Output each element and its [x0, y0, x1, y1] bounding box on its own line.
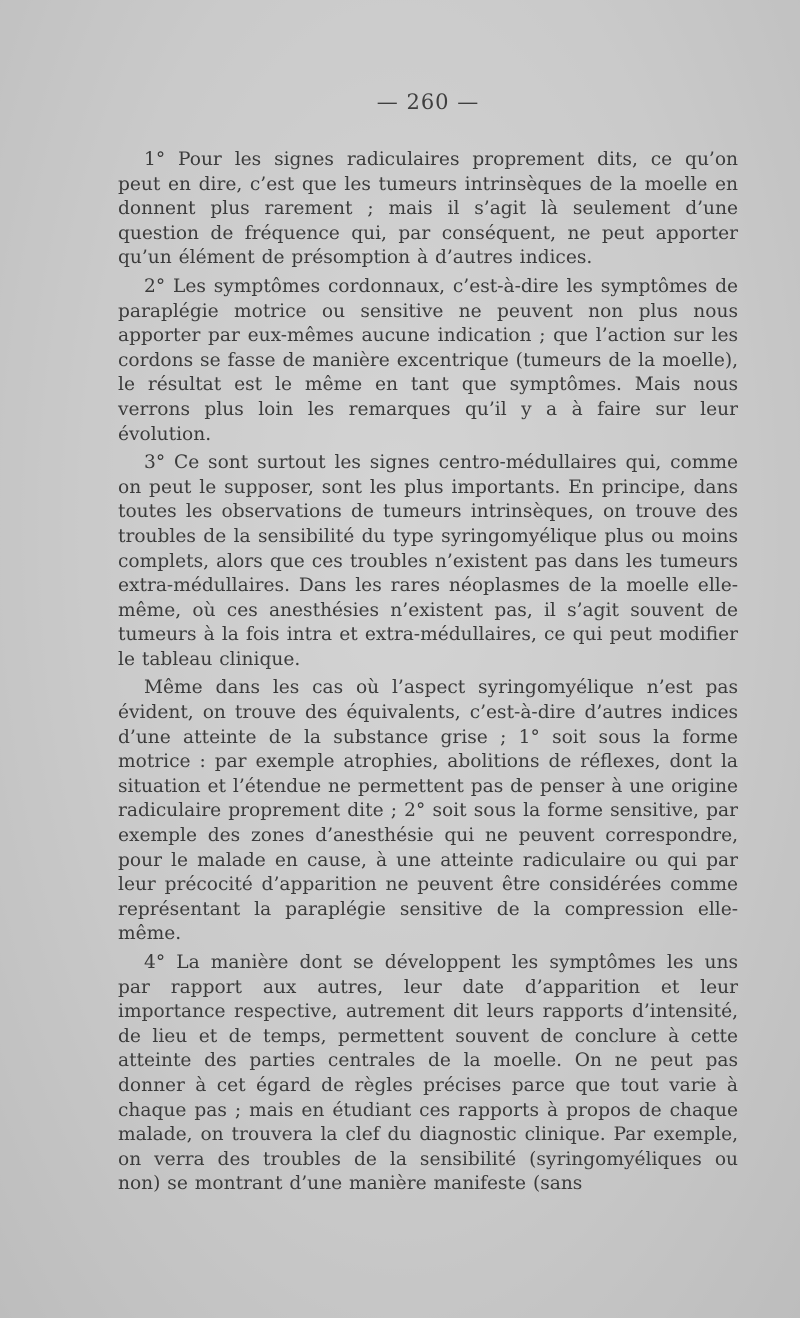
paragraph-4: Même dans les cas où l’aspect syringomyélique n’est pas évident, on trouve des équivalents, c’est-à-dire d’autres indices d’une atteinte de la substance grise ; 1° soit sous la forme motrice : par exemple atrophies, abolitions de réflexes, dont la situation et l’étendue ne permettent pas de penser à une origine radiculaire proprement dite ; 2° soit sous la forme sensitive, par exemple des zones d’anesthésie qui ne peuvent correspondre, pour le malade en cause, à une atteinte radiculaire ou qui par leur précocité d’apparition ne peuvent être considérées comme représentant la paraplégie sensitive de la compression elle-même. — [118, 677, 738, 945]
paragraph-3: 3° Ce sont surtout les signes centro-médullaires qui, comme on peut le supposer, sont les plus importants. En principe, dans toutes les observations de tumeurs intrinsèques, on trouve des troubles de la sensibilité du type syringomyélique plus ou moins complets, alors que ces troubles n’existent pas dans les tumeurs extra-médullaires. Dans les rares néoplasmes de la moelle elle-même, où ces anesthésies n’existent pas, il s’agit souvent de tumeurs à la fois intra et extra-médullaires, ce qui peut modifier le tableau clinique. — [118, 452, 738, 670]
paragraph-1: 1° Pour les signes radiculaires proprement dits, ce qu’on peut en dire, c’est que les tumeurs intrinsèques de la moelle en donnent plus rarement ; mais il s’agit là seulement d’une question de fréquence qui, par conséquent, ne peut apporter qu’un élément de présomption à d’autres indices. — [118, 149, 738, 269]
paragraph-5: 4° La manière dont se développent les symptômes les uns par rapport aux autres, leur date d’apparition et leur importance respective, autrement dit leurs rapports d’intensité, de lieu et de temps, permettent souvent de conclure à cette atteinte des parties centrales de la moelle. On ne peut pas donner à cet égard de règles précises parce que tout varie à chaque pas ; mais en étudiant ces rapports à propos de chaque malade, on trouvera la clef du diagnostic clinique. Par exemple, on verra des troubles de la sensibilité (syringomyéliques ou non) se montrant d’une manière manifeste (sans — [118, 952, 738, 1195]
paragraph-2: 2° Les symptômes cordonnaux, c’est-à-dire les symptômes de paraplégie motrice ou sensitive ne peuvent non plus nous apporter par eux-mêmes aucune indication ; que l’action sur les cordons se fasse de manière excentrique (tumeurs de la moelle), le résultat est le même en tant que symptômes. Mais nous verrons plus loin les remarques qu’il y a à faire sur leur évolution. — [118, 275, 738, 445]
book-page — [118, 90, 738, 1197]
page-number: — 260 — — [376, 90, 480, 114]
